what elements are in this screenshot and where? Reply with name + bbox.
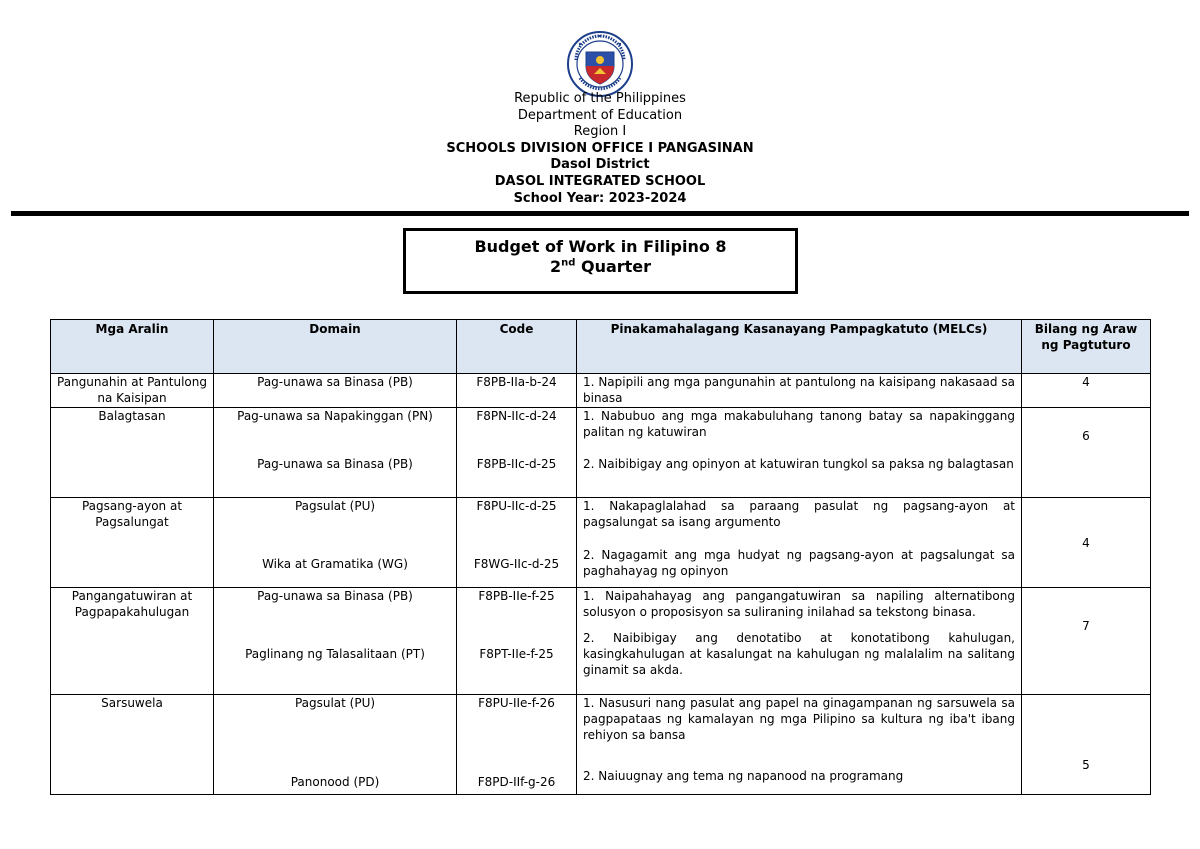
header-department: Department of Education <box>517 107 683 123</box>
melc-item: 2. Naibibigay ang opinyon at katuwiran tungkol sa paksa ng balagtasan <box>583 457 1014 471</box>
deped-seal-logo <box>566 30 634 98</box>
domain-item: Panonood (PD) <box>290 775 380 789</box>
code-item: F8PT-IIe-f-25 <box>479 647 554 661</box>
domain-item: Paglinang ng Talasalitaan (PT) <box>245 647 425 661</box>
table-header-row <box>51 320 1151 374</box>
budget-of-work-table <box>50 319 1151 795</box>
aralin-cell: Sarsuwela <box>51 695 214 795</box>
domain-cell: Pag-unawa sa Binasa (PB) <box>214 374 457 408</box>
domain-cell <box>214 498 457 588</box>
days-cell: 4 <box>1022 374 1151 408</box>
code-item: F8PU-IIe-f-26 <box>478 696 555 710</box>
melc-cell <box>577 588 1022 695</box>
code-item: F8PN-IIc-d-24 <box>476 409 557 423</box>
melc-item: 2. Nagagamit ang mga hudyat ng pagsang-ayon at pagsalungat sa paghahayag ng opinyon <box>583 548 1015 578</box>
domain-item: Pagsulat (PU) <box>294 499 376 513</box>
col-header-days: Bilang ng Araw ng Pagtuturo <box>1022 320 1151 374</box>
table-row <box>51 408 1151 498</box>
melc-cell <box>577 498 1022 588</box>
header-school: DASOL INTEGRATED SCHOOL <box>494 173 706 189</box>
document-header <box>0 91 1200 207</box>
code-cell <box>457 498 577 588</box>
table-row <box>51 498 1151 588</box>
melc-cell <box>577 408 1022 498</box>
header-region: Region I <box>573 124 627 140</box>
domain-item: Pag-unawa sa Binasa (PB) <box>257 457 413 471</box>
code-item: F8PD-IIf-g-26 <box>477 775 556 789</box>
col-header-code: Code <box>457 320 577 374</box>
days-cell: 7 <box>1022 588 1151 695</box>
document-title: Budget of Work in Filipino 8 <box>474 237 727 256</box>
domain-cell <box>214 588 457 695</box>
aralin-cell: Pagsang-ayon at Pagsalungat <box>51 498 214 588</box>
domain-item: Pag-unawa sa Napakinggan (PN) <box>237 409 433 423</box>
melc-item: 2. Naiuugnay ang tema ng napanood na programang <box>583 769 904 783</box>
document-quarter: 2nd Quarter <box>549 257 652 276</box>
melc-cell: 1. Napipili ang mga pangunahin at pantulong na kaisipang nakasaad sa binasa <box>577 374 1022 408</box>
days-cell: 4 <box>1022 498 1151 588</box>
melc-item: 2. Naibibigay ang denotatibo at konotatibong kahulugan, kasingkahulugan at kasalungat na kahulugan ng malalalim na salitang ginamit sa akda. <box>583 631 1015 677</box>
domain-item: Wika at Gramatika (WG) <box>262 557 408 571</box>
melc-item: 1. Naipahahayag ang pangangatuwiran sa napiling alternatibong solusyon o proposisyon sa suliraning inilahad sa tekstong binasa. <box>583 589 1015 619</box>
aralin-cell: Pangunahin at Pantulong na Kaisipan <box>51 374 214 408</box>
melc-item: 1. Nakapaglalahad sa paraang pasulat ng pagsang-ayon at pagsalungat sa isang argumento <box>583 499 1015 529</box>
code-cell <box>457 695 577 795</box>
header-division: SCHOOLS DIVISION OFFICE I PANGASINAN <box>446 140 754 156</box>
domain-cell <box>214 695 457 795</box>
domain-item: Pagsulat (PU) <box>294 696 376 710</box>
header-school-year: School Year: 2023-2024 <box>513 190 687 206</box>
header-district: Dasol District <box>550 157 650 173</box>
melc-item: 1. Nasusuri nang pasulat ang papel na ginagampanan ng sarsuwela sa pagpapataas ng kamalayan ng mga Pilipino sa kultura ng iba't ibang rehiyon sa bansa <box>583 696 1015 742</box>
table-row <box>51 588 1151 695</box>
code-cell <box>457 408 577 498</box>
col-header-melc: Pinakamahalagang Kasanayang Pampagkatuto (MELCs) <box>577 320 1022 374</box>
days-cell: 6 <box>1022 408 1151 498</box>
code-cell <box>457 588 577 695</box>
document-title-box <box>403 228 798 294</box>
table-row <box>51 695 1151 795</box>
code-item: F8PB-IIc-d-25 <box>476 457 557 471</box>
domain-cell <box>214 408 457 498</box>
domain-item: Pag-unawa sa Binasa (PB) <box>257 589 413 603</box>
days-cell: 5 <box>1022 695 1151 795</box>
table-row <box>51 374 1151 408</box>
col-header-domain: Domain <box>214 320 457 374</box>
code-item: F8WG-IIc-d-25 <box>473 557 560 571</box>
code-item: F8PU-IIc-d-25 <box>476 499 557 513</box>
melc-cell <box>577 695 1022 795</box>
melc-item: 1. Nabubuo ang mga makabuluhang tanong batay sa napakinggang palitan ng katuwiran <box>583 409 1015 439</box>
aralin-cell: Balagtasan <box>51 408 214 498</box>
aralin-cell: Pangangatuwiran at Pagpapakahulugan <box>51 588 214 695</box>
code-cell: F8PB-IIa-b-24 <box>457 374 577 408</box>
header-republic: Republic of the Philippines <box>514 91 686 106</box>
header-divider <box>11 211 1189 216</box>
code-item: F8PB-IIe-f-25 <box>478 589 555 603</box>
col-header-aralin: Mga Aralin <box>51 320 214 374</box>
